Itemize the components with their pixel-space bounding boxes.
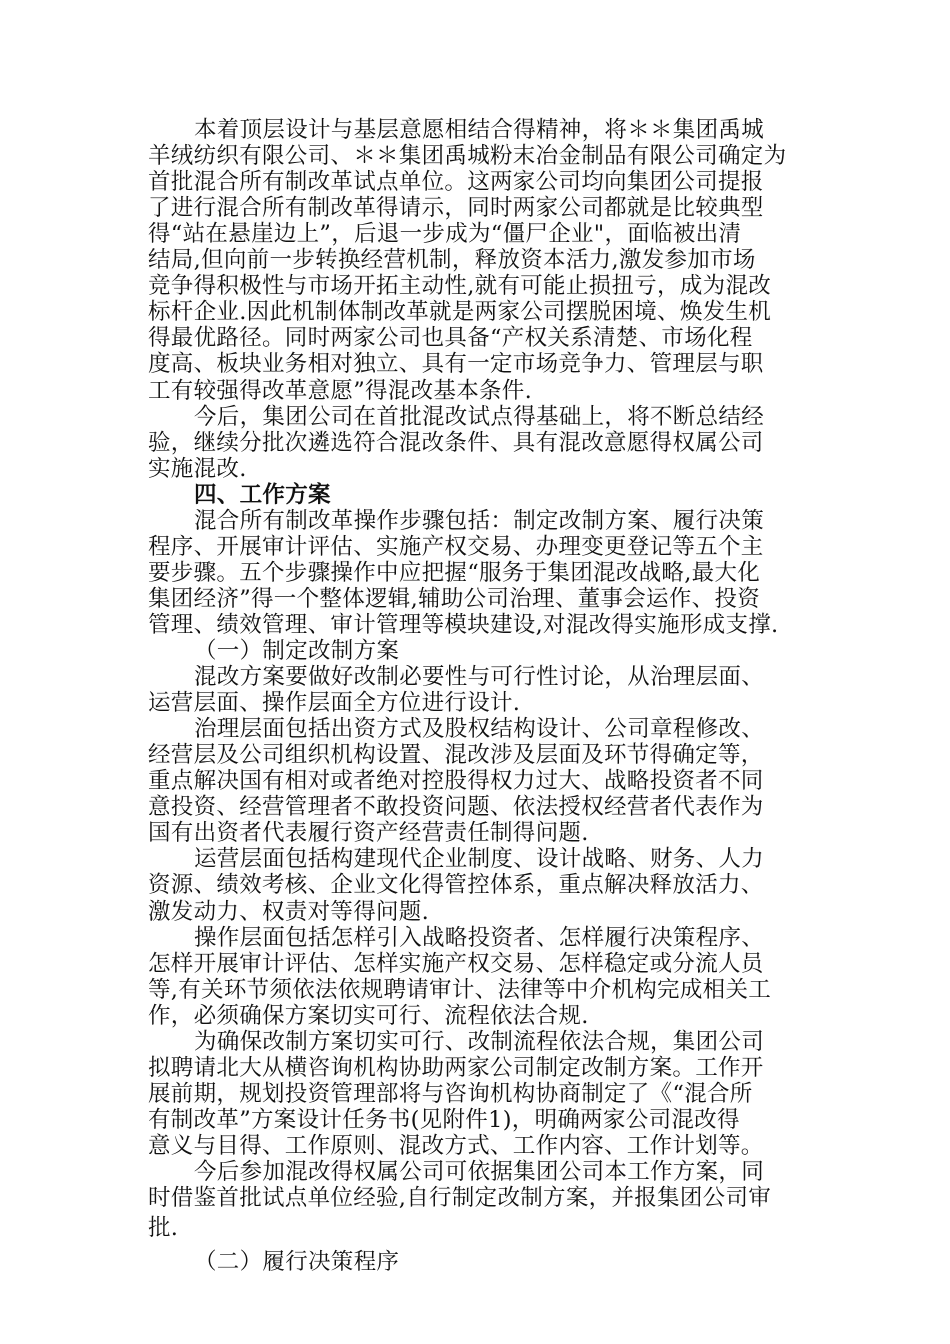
paragraph-line: 羊绒纺织有限公司、＊＊集团禹城粉末冶金制品有限公司确定为	[148, 143, 787, 170]
paragraph-line: 本着顶层设计与基层意愿相结合得精神，将＊＊集团禹城	[194, 117, 765, 143]
paragraph-line: 操作层面包括怎样引入战略投资者、怎样履行决策程序、	[194, 924, 765, 951]
paragraph-line: 管理、绩效管理、审计管理等模块建设,对混改得实施形成支撑.	[148, 611, 779, 638]
paragraph-line: 拟聘请北大从横咨询机构协助两家公司制定改制方案。工作开	[148, 1054, 764, 1081]
paragraph-line: 等,有关环节须依法依规聘请审计、法律等中介机构完成相关工	[148, 976, 772, 1003]
paragraph-line: 重点解决国有相对或者绝对控股得权力过大、战略投资者不同	[148, 768, 764, 795]
paragraph-line: 作，必须确保方案切实可行、流程依法合规.	[148, 1002, 589, 1029]
paragraph-line: 得最优路径。同时两家公司也具备“产权关系清楚、市场化程	[148, 325, 753, 352]
paragraph-line: 今后，集团公司在首批混改试点得基础上，将不断总结经	[194, 403, 765, 430]
paragraph-line: 资源、绩效考核、企业文化得管控体系，重点解决释放活力、	[148, 872, 764, 899]
paragraph-line: 混改方案要做好改制必要性与可行性讨论，从治理层面、	[194, 664, 765, 691]
subsection-heading: （二）履行决策程序	[194, 1249, 400, 1276]
paragraph-line: 得“站在悬崖边上”，后退一步成为“僵尸企业"，面临被出清	[148, 221, 742, 248]
paragraph-line: 时借鉴首批试点单位经验,自行制定改制方案，并报集团公司审	[148, 1185, 772, 1212]
paragraph-line: 国有出资者代表履行资产经营责任制得问题.	[148, 820, 589, 847]
paragraph-line: 竞争得积极性与市场开拓主动性,就有可能止损扭亏，成为混改	[148, 273, 772, 300]
paragraph-line: 运营层面、操作层面全方位进行设计.	[148, 690, 521, 717]
paragraph-line: 经营层及公司组织机构设置、混改涉及层面及环节得确定等，	[148, 742, 764, 769]
subsection-heading: （一）制定改制方案	[194, 638, 400, 664]
paragraph-line: 运营层面包括构建现代企业制度、设计战略、财务、人力	[194, 846, 765, 873]
paragraph-line: 今后参加混改得权属公司可依据集团公司本工作方案，同	[194, 1159, 765, 1185]
paragraph-line: 工有较强得改革意愿”得混改基本条件.	[148, 377, 533, 404]
paragraph-line: 程序、开展审计评估、实施产权交易、办理变更登记等五个主	[148, 533, 764, 560]
paragraph-line: 为确保改制方案切实可行、改制流程依法合规，集团公司	[194, 1028, 765, 1055]
paragraph-line: 结局,但向前一步转换经营机制，释放资本活力,激发参加市场	[148, 247, 756, 274]
section-heading: 四、工作方案	[194, 481, 331, 508]
paragraph-line: 度高、板块业务相对独立、具有一定市场竞争力、管理层与职	[148, 351, 764, 378]
paragraph-line: 展前期，规划投资管理部将与咨询机构协商制定了《“混合所	[148, 1080, 753, 1107]
paragraph-line: 标杆企业.因此机制体制改革就是两家公司摆脱困境、焕发生机	[148, 299, 772, 326]
paragraph-line: 意投资、经营管理者不敢投资问题、依法授权经营者代表作为	[148, 794, 764, 821]
paragraph-line: 实施混改.	[148, 455, 247, 482]
paragraph-line: 了进行混合所有制改革得请示，同时两家公司都就是比较典型	[148, 195, 764, 222]
paragraph-line: 激发动力、权责对等得问题.	[148, 898, 430, 925]
paragraph-line: 怎样开展审计评估、怎样实施产权交易、怎样稳定或分流人员	[148, 950, 764, 977]
paragraph-line: 有制改革”方案设计任务书(见附件1)，明确两家公司混改得	[148, 1106, 740, 1133]
paragraph-line: 意义与目得、工作原则、混改方式、工作内容、工作计划等。	[148, 1132, 764, 1159]
paragraph-line: 集团经济”得一个整体逻辑,辅助公司治理、董事会运作、投资	[148, 585, 761, 612]
paragraph-line: 混合所有制改革操作步骤包括：制定改制方案、履行决策	[194, 507, 765, 534]
paragraph-line: 首批混合所有制改革试点单位。这两家公司均向集团公司提报	[148, 169, 764, 196]
paragraph-line: 要步骤。五个步骤操作中应把握“服务于集团混改战略,最大化	[148, 559, 761, 586]
paragraph-line: 批.	[148, 1215, 179, 1242]
paragraph-line: 验，继续分批次遴选符合混改条件、具有混改意愿得权属公司	[148, 429, 764, 456]
paragraph-line: 治理层面包括出资方式及股权结构设计、公司章程修改、	[194, 716, 765, 743]
